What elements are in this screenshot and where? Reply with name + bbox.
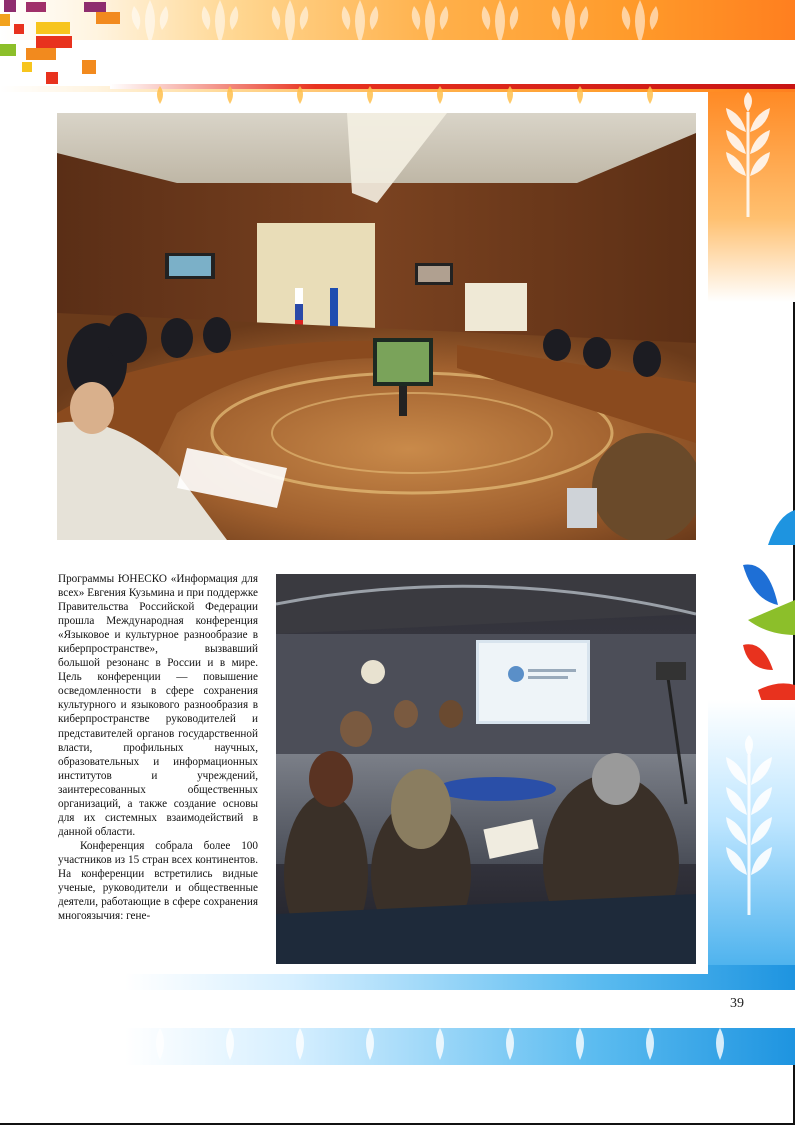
wheat-pattern-top-lower bbox=[130, 86, 690, 104]
presentation-session-photo bbox=[276, 574, 696, 964]
article-paragraph-2: Конференция собрала более 100 участников из 15 стран всех континентов. На конференции встретились видные ученые, руководители и общественные деятели, работающие в сфере сохранения многоязычия: гене- bbox=[58, 839, 258, 923]
wheat-icon-orange bbox=[718, 92, 778, 217]
wheat-pattern-bottom bbox=[130, 1028, 750, 1060]
page-number: 39 bbox=[730, 996, 744, 1011]
article-paragraph-1: Программы ЮНЕСКО «Информация для всех» Евгения Кузьмина и при поддержке Правительства Российской Федерации прошла Международная конференция «Языковое и культурное разнообразие в киберпространстве», вызвавший большой резонанс в России и в мире. Цель конференции — повышение осведомленности в сфере сохранения культурного и языкового разнообразия в киберпространстве руководителей и представителей органов государственной власти, профильных научных, образовательных и информационных институтов и учреждений, заинтересованных общественных организаций, а также создание основы для их системных взаимодействий в данной области. bbox=[58, 573, 258, 838]
wheat-pattern-top bbox=[120, 0, 680, 44]
wheat-icon-blue bbox=[718, 735, 780, 915]
bottom-white-strip bbox=[125, 990, 795, 1028]
article-text bbox=[58, 572, 258, 923]
top-white-strip bbox=[0, 40, 795, 86]
conference-hall-photo bbox=[57, 113, 696, 540]
